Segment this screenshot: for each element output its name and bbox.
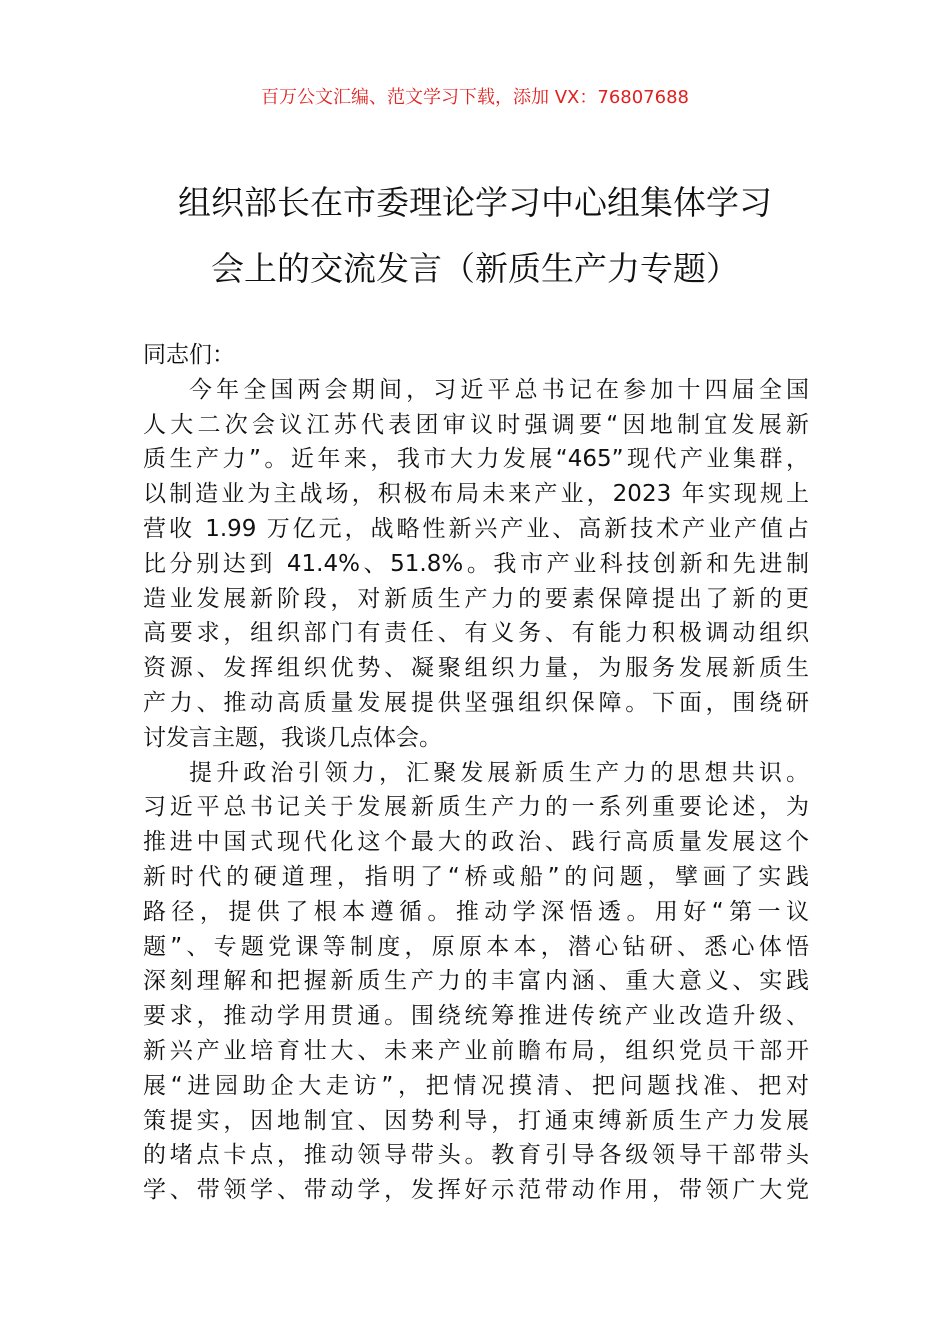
download-banner: 百万公文汇编、范文学习下载，添加 VX：76807688 (261, 87, 689, 108)
body-line: 资源、发挥组织优势、凝聚组织力量，为服务发展新质生 (143, 655, 809, 682)
body-line: 以制造业为主战场，积极布局未来产业，2023 年实现规上 (143, 481, 809, 508)
document-body (143, 338, 809, 1208)
body-line: 人大二次会议江苏代表团审议时强调要“因地制宜发展新 (143, 411, 809, 438)
body-line: 营收 1.99 万亿元，战略性新兴产业、高新技术产业产值占 (143, 515, 809, 542)
body-line: 习近平总书记关于发展新质生产力的一系列重要论述，为 (143, 794, 809, 821)
body-line: 深刻理解和把握新质生产力的丰富内涵、重大意义、实践 (143, 968, 809, 995)
body-line: 新时代的硬道理，指明了“桥或船”的问题，擘画了实践 (143, 863, 809, 890)
body-line: 的堵点卡点，推动领导带头。教育引导各级领导干部带头 (143, 1142, 809, 1169)
body-line: 今年全国两会期间，习近平总书记在参加十四届全国 (189, 376, 809, 403)
body-line: 题”、专题党课等制度，原原本本，潜心钻研、悉心体悟 (143, 933, 809, 960)
title-line: 组织部长在市委理论学习中心组集体学习 (178, 183, 772, 222)
body-line: 讨发言主题，我谈几点体会。 (143, 724, 442, 751)
body-line: 策提实，因地制宜、因势利导，打通束缚新质生产力发展 (143, 1107, 809, 1134)
section-heading: 提升政治引领力，汇聚发展新质生产力的思想共识。 (189, 759, 809, 786)
body-line: 质生产力”。近年来，我市大力发展“465”现代产业集群， (143, 446, 809, 473)
salutation: 同志们： (143, 342, 235, 368)
body-line: 产力、推动高质量发展提供坚强组织保障。下面，围绕研 (143, 689, 809, 716)
body-line: 造业发展新阶段，对新质生产力的要素保障提出了新的更 (143, 585, 809, 612)
document-title (130, 170, 820, 302)
body-line: 展“进园助企大走访”，把情况摸清、把问题找准、把对 (143, 1072, 809, 1099)
body-line: 学、带领学、带动学，发挥好示范带动作用，带领广大党 (143, 1177, 809, 1204)
body-line: 比分别达到 41.4%、51.8%。我市产业科技创新和先进制 (143, 550, 809, 577)
body-line: 要求，推动学用贯通。围绕统筹推进传统产业改造升级、 (143, 1003, 809, 1030)
body-line: 新兴产业培育壮大、未来产业前瞻布局，组织党员干部开 (143, 1037, 809, 1064)
title-line: 会上的交流发言（新质生产力专题） (211, 249, 739, 288)
body-line: 路径，提供了根本遵循。推动学深悟透。用好“第一议 (143, 898, 809, 925)
body-line: 高要求，组织部门有责任、有义务、有能力积极调动组织 (143, 620, 809, 647)
body-line: 推进中国式现代化这个最大的政治、践行高质量发展这个 (143, 829, 809, 856)
